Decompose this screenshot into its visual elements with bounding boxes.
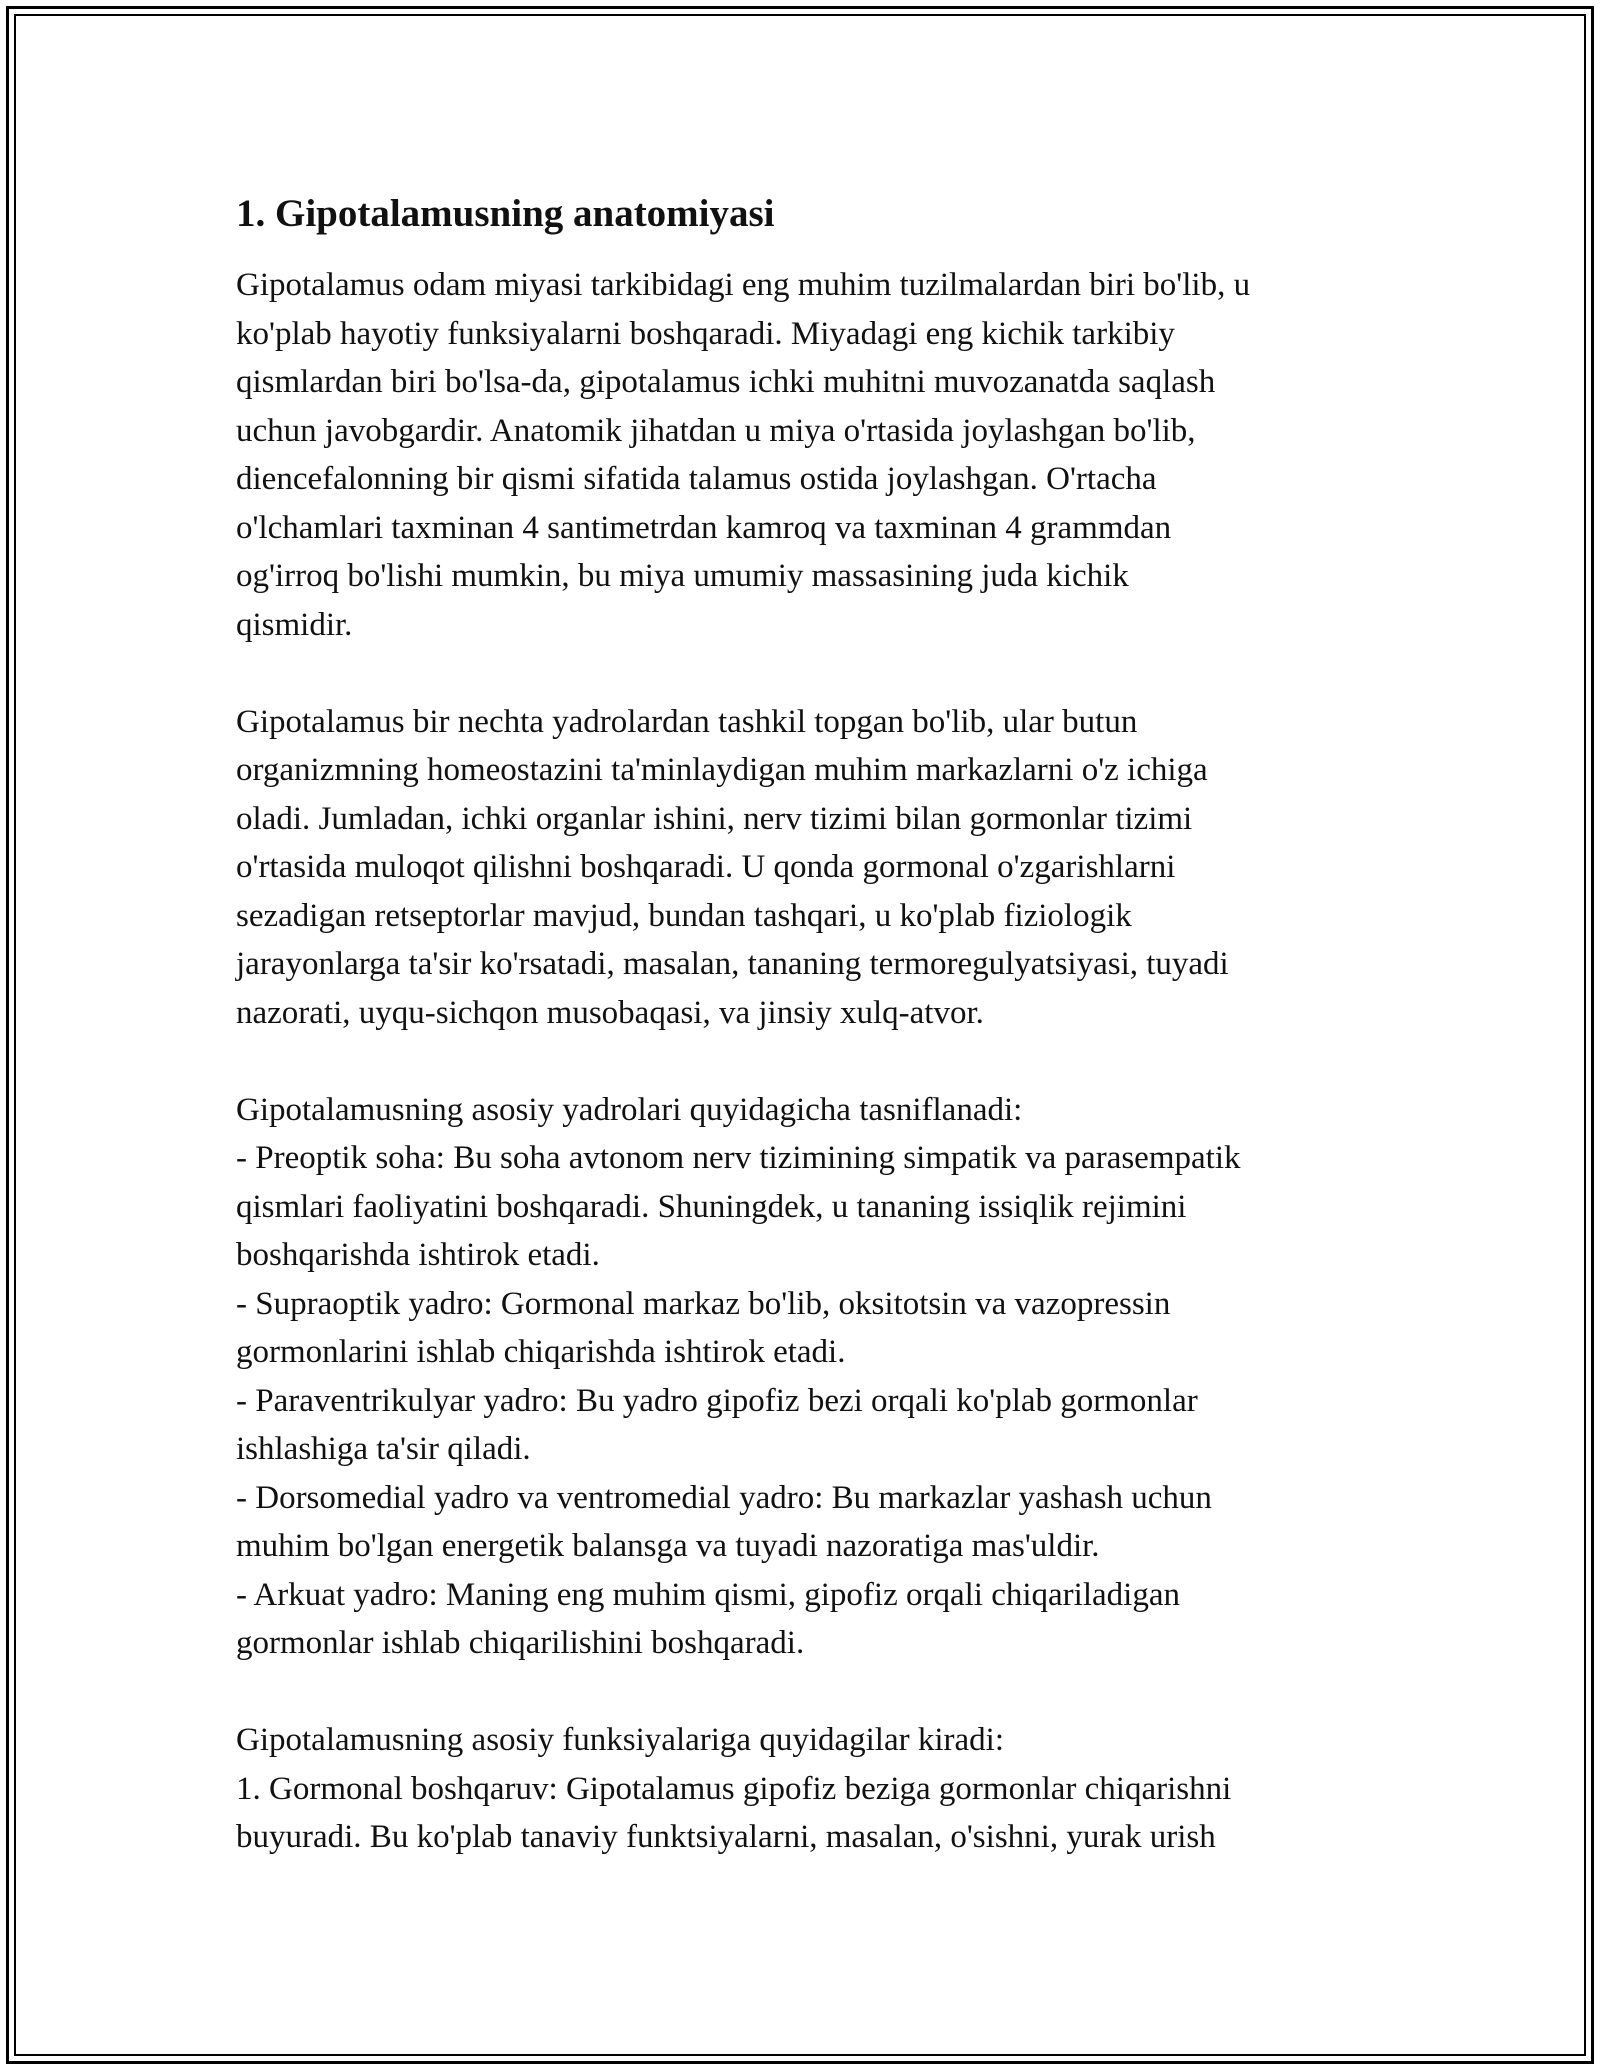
paragraph-nuclei-overview bbox=[236, 698, 1386, 1038]
text-line: buyuradi. Bu ko'plab tanaviy funktsiyalarni, masalan, o'sishni, yurak urish bbox=[236, 1819, 1216, 1855]
list-item: - Supraoptik yadro: Gormonal markaz bo'lib, oksitotsin va vazopressin bbox=[236, 1285, 1171, 1322]
list-item: - Arkuat yadro: Maning eng muhim qismi, gipofiz orqali chiqariladigan bbox=[236, 1576, 1180, 1613]
text-line: Gipotalamusning asosiy funksiyalariga quyidagilar kiradi: bbox=[236, 1722, 1005, 1758]
text-line: o'lchamlari taxminan 4 santimetrdan kamroq va taxminan 4 grammdan bbox=[236, 509, 1172, 546]
text-line: Gipotalamusning asosiy yadrolari quyidagicha tasniflanadi: bbox=[236, 1091, 1023, 1128]
text-line: o'rtasida muloqot qilishni boshqaradi. U qonda gormonal o'zgarishlarni bbox=[236, 849, 1176, 885]
text-line: gormonlar ishlab chiqarilishini boshqaradi. bbox=[236, 1625, 805, 1661]
text-line: gormonlarini ishlab chiqarishda ishtirok etadi. bbox=[236, 1334, 846, 1370]
text-line: organizmning homeostazini ta'minlaydigan muhim markazlarni o'z ichiga bbox=[236, 752, 1208, 788]
text-line: og'irroq bo'lishi mumkin, bu miya umumiy massasining juda kichik bbox=[236, 558, 1129, 594]
paragraph-anatomy-intro bbox=[236, 261, 1386, 649]
paragraph-functions bbox=[236, 1716, 1386, 1862]
text-line: jarayonlarga ta'sir ko'rsatadi, masalan, tananing termoregulyatsiyasi, tuyadi bbox=[236, 946, 1229, 982]
text-line: nazorati, uyqu-sichqon musobaqasi, va jinsiy xulq-atvor. bbox=[236, 994, 984, 1031]
text-line: diencefalonning bir qismi sifatida talamus ostida joylashgan. O'rtacha bbox=[236, 461, 1157, 497]
list-item: - Dorsomedial yadro va ventromedial yadro: Bu markazlar yashash uchun bbox=[236, 1479, 1212, 1516]
paragraph-nuclei-list bbox=[236, 1086, 1386, 1668]
list-item: 1. Gormonal boshqaruv: Gipotalamus gipofiz beziga gormonlar chiqarishni bbox=[236, 1770, 1232, 1807]
text-line: oladi. Jumladan, ichki organlar ishini, nerv tizimi bilan gormonlar tizimi bbox=[236, 800, 1193, 837]
text-line: uchun javobgardir. Anatomik jihatdan u miya o'rtasida joylashgan bo'lib, bbox=[236, 412, 1196, 449]
text-line: muhim bo'lgan energetik balansga va tuyadi nazoratiga mas'uldir. bbox=[236, 1528, 1100, 1564]
text-line: Gipotalamus bir nechta yadrolardan tashkil topgan bo'lib, ular butun bbox=[236, 703, 1138, 740]
text-line: Gipotalamus odam miyasi tarkibidagi eng muhim tuzilmalardan biri bo'lib, u bbox=[236, 267, 1251, 303]
text-line: ko'plab hayotiy funksiyalarni boshqaradi. Miyadagi eng kichik tarkibiy bbox=[236, 315, 1175, 352]
list-item: - Paraventrikulyar yadro: Bu yadro gipofiz bezi orqali ko'plab gormonlar bbox=[236, 1382, 1198, 1419]
document-title: 1. Gipotalamusning anatomiyasi bbox=[236, 192, 775, 235]
list-item: - Preoptik soha: Bu soha avtonom nerv tizimining simpatik va parasempatik bbox=[236, 1140, 1241, 1176]
text-line: qismlardan biri bo'lsa-da, gipotalamus ichki muhitni muvozanatda saqlash bbox=[236, 364, 1216, 400]
document-body bbox=[236, 188, 1386, 1862]
text-line: sezadigan retseptorlar mavjud, bundan tashqari, u ko'plab fiziologik bbox=[236, 897, 1132, 934]
text-line: boshqarishda ishtirok etadi. bbox=[236, 1237, 600, 1273]
text-line: ishlashiga ta'sir qiladi. bbox=[236, 1431, 531, 1467]
text-line: qismlari faoliyatini boshqaradi. Shuningdek, u tananing issiqlik rejimini bbox=[236, 1188, 1187, 1225]
text-line: qismidir. bbox=[236, 606, 353, 643]
